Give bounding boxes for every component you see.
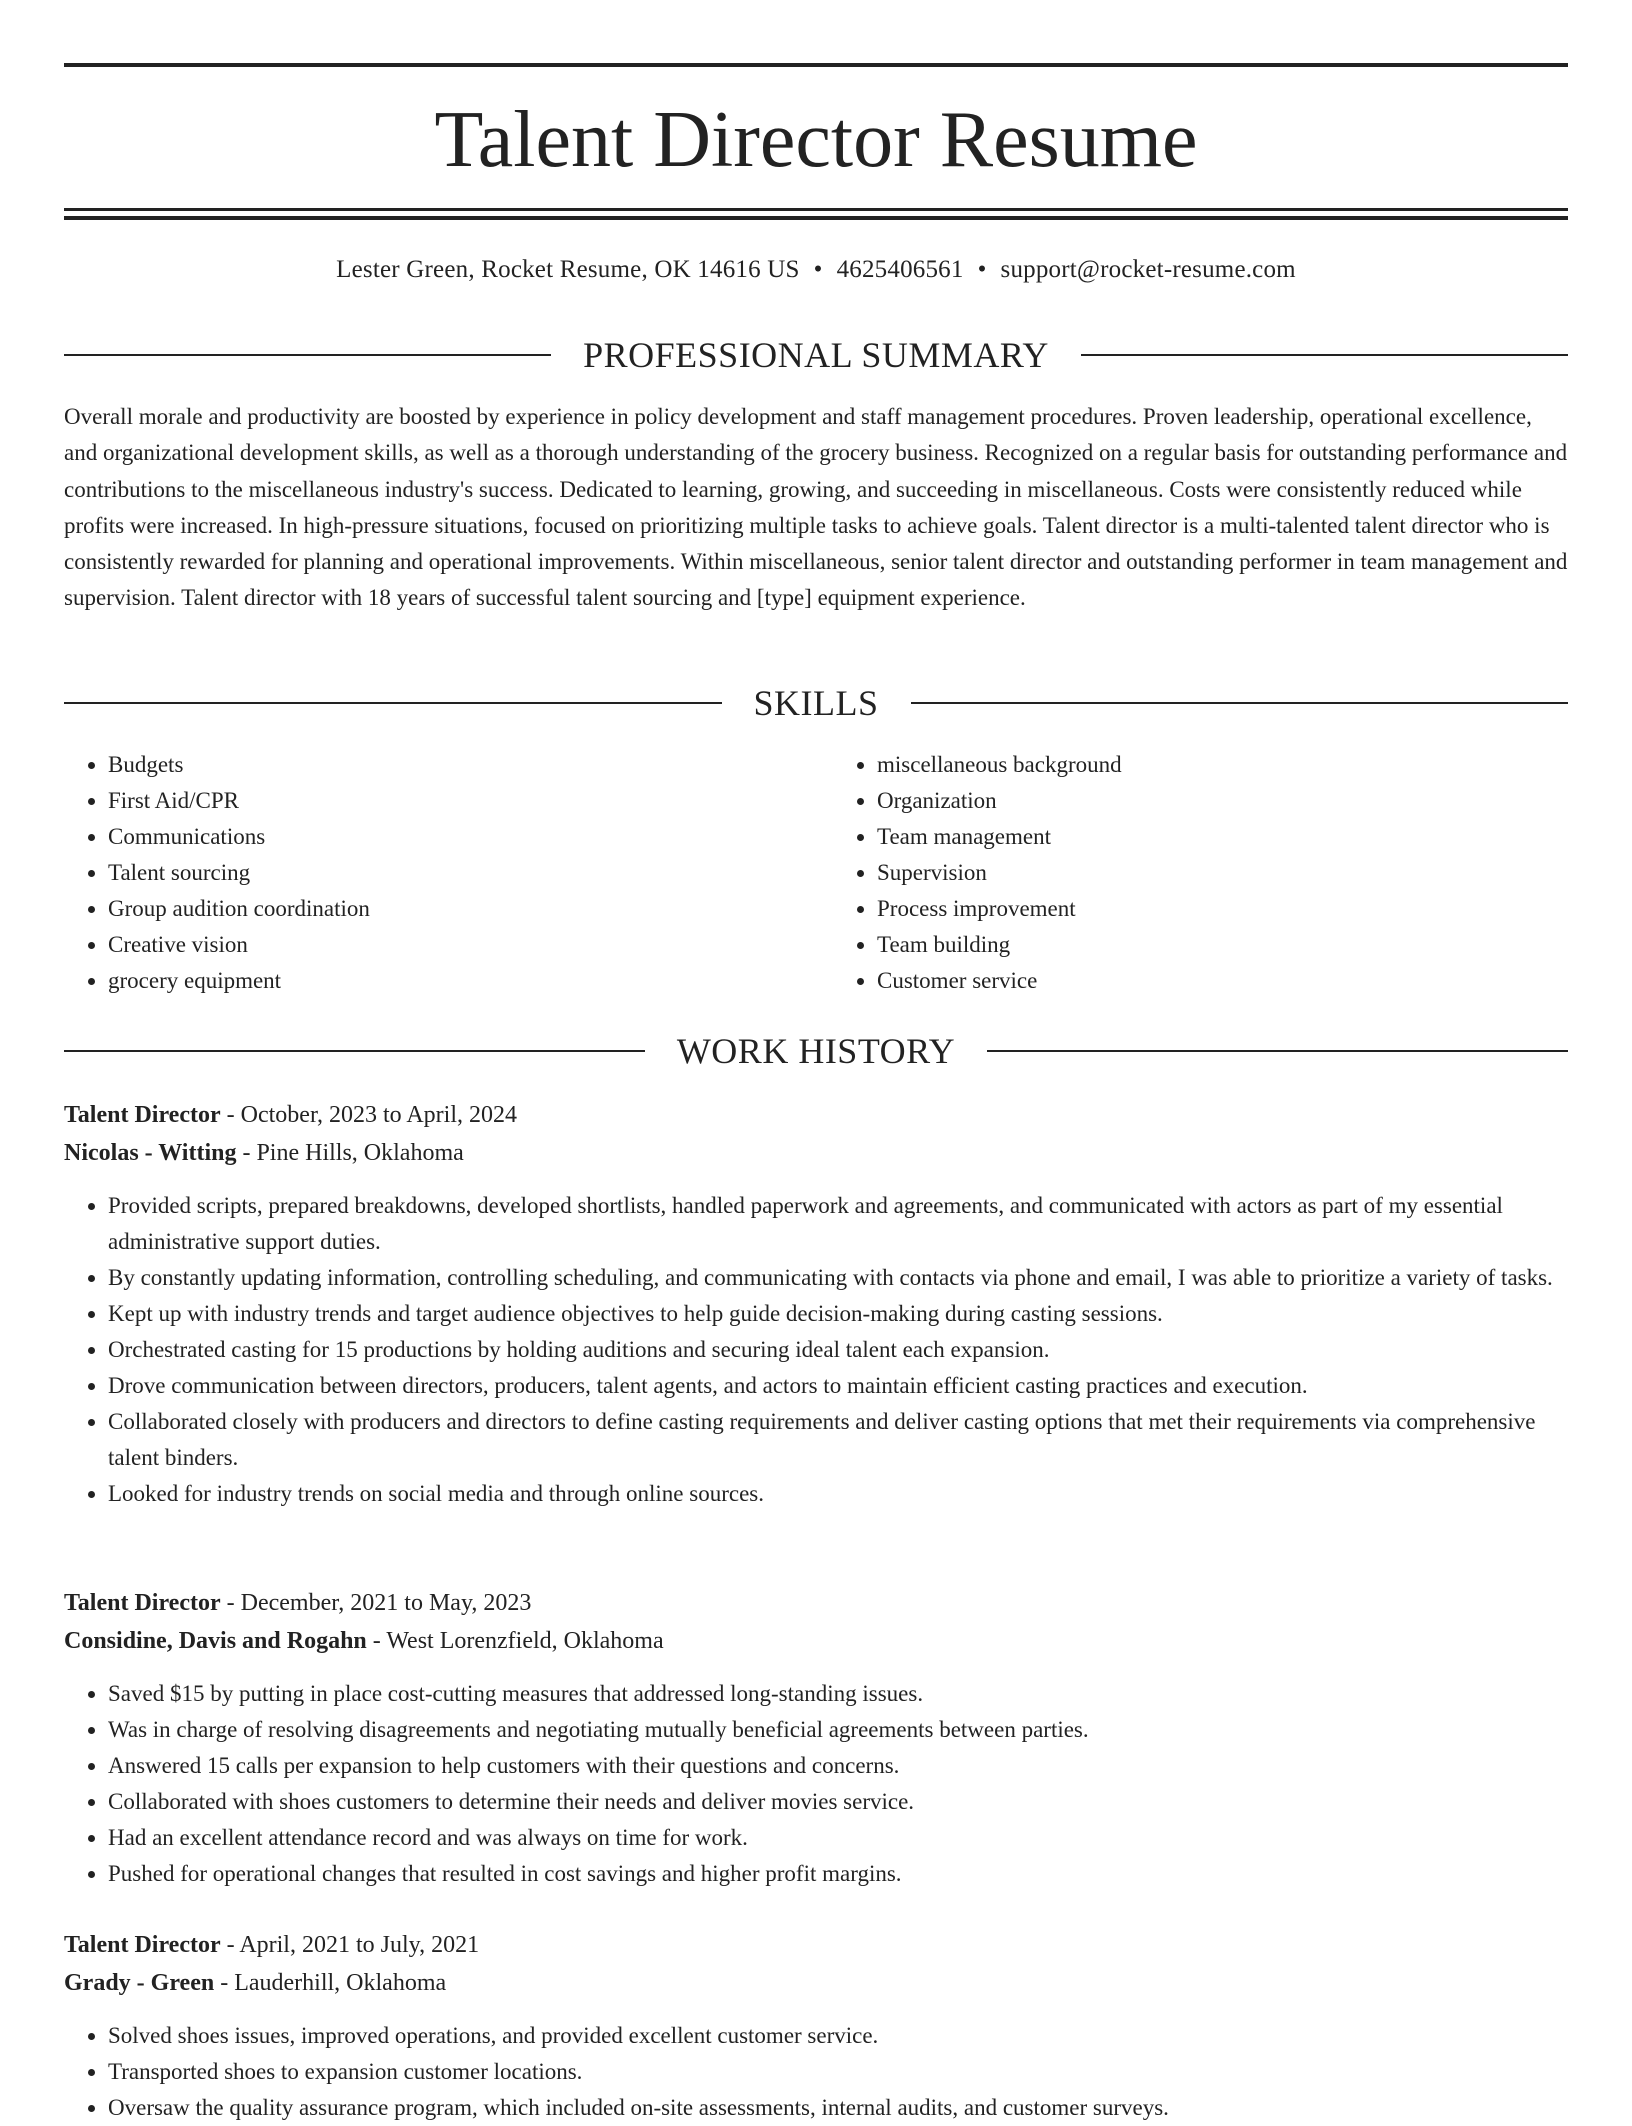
section-rule-right (911, 702, 1569, 704)
skill-item: • Budgets (108, 747, 799, 783)
job-bullets (64, 1188, 1568, 1512)
job-bullet: • Collaborated closely with producers and directors to define casting requirements and deliver casting options that met their requirements via comprehensive talent binders. (108, 1404, 1568, 1476)
section-rule-left (64, 702, 722, 704)
job-bullet: • Answered 15 calls per expansion to help customers with their questions and concerns. (108, 1748, 1568, 1784)
job-company-line: Grady - Green - Lauderhill, Oklahoma (64, 1970, 447, 1996)
section-header-skills (64, 681, 1568, 725)
job-bullets (64, 2018, 1568, 2126)
skill-item: • Customer service (877, 963, 1568, 999)
job-dates: December, 2021 to May, 2023 (240, 1590, 532, 1616)
resume-title: Talent Director Resume (434, 96, 1198, 184)
section-title-summary: PROFESSIONAL SUMMARY (583, 335, 1049, 375)
job-location: West Lorenzfield, Oklahoma (386, 1628, 664, 1654)
job-bullets (64, 1676, 1568, 1892)
skill-item: • miscellaneous background (877, 747, 1568, 783)
job-bullet: • Oversaw the quality assurance program, which included on-site assessments, internal audits, and customer surveys. (108, 2090, 1568, 2126)
job-company: Nicolas - Witting (64, 1140, 237, 1166)
contact-line (64, 252, 1568, 288)
contact-separator: • (977, 256, 987, 283)
job-bullet: • Saved $15 by putting in place cost-cutting measures that addressed long-standing issues. (108, 1676, 1568, 1712)
skills-list (64, 747, 1568, 999)
skill-item: • Team building (877, 927, 1568, 963)
job-bullet: • Provided scripts, prepared breakdowns, developed shortlists, handled paperwork and agreements, and communicated with actors as part of my essential administrative support duties. (108, 1188, 1568, 1260)
contact-separator: • (813, 256, 823, 283)
skill-item: • grocery equipment (108, 963, 799, 999)
skill-item: • Communications (108, 819, 799, 855)
skill-item: • Supervision (877, 855, 1568, 891)
section-rule-right (1081, 354, 1568, 356)
skills-column-right (799, 747, 1568, 999)
job-company-line: Nicolas - Witting - Pine Hills, Oklahoma (64, 1140, 464, 1166)
job-bullet: • By constantly updating information, controlling scheduling, and communicating with contacts via phone and email, I was able to prioritize a variety of tasks. (108, 1260, 1568, 1296)
contact-email: support@rocket-resume.com (1000, 256, 1296, 283)
job-bullet: • Collaborated with shoes customers to determine their needs and deliver movies service. (108, 1784, 1568, 1820)
job-title: Talent Director (64, 1932, 221, 1958)
skill-item: • Team management (877, 819, 1568, 855)
section-header-work-history (64, 1029, 1568, 1073)
job-bullet: • Looked for industry trends on social media and through online sources. (108, 1476, 1568, 1512)
summary-paragraph: Overall morale and productivity are boosted by experience in policy development and staff management procedures. Proven leadership, operational excellence, and organizational development skills, as well as a thorough understanding of the grocery business. Recognized on a regular basis for outstanding performance and contributions to the miscellaneous industry's success. Dedicated to learning, growing, and succeeding in miscellaneous. Costs were consistently reduced while profits were increased. In high-pressure situations, focused on prioritizing multiple tasks to achieve goals. Talent director is a multi-talented talent director who is consistently rewarded for planning and operational improvements. Within miscellaneous, senior talent director and outstanding performer in team management and supervision. Talent director with 18 years of successful talent sourcing and [type] equipment experience. (64, 404, 1568, 611)
header-top-rule (64, 63, 1568, 67)
skills-column-left (64, 747, 799, 999)
job-title: Talent Director (64, 1590, 221, 1616)
section-header-summary (64, 333, 1568, 377)
job-dates: October, 2023 to April, 2024 (240, 1102, 517, 1128)
job-entry (64, 1096, 1568, 1512)
skill-item: • Talent sourcing (108, 855, 799, 891)
section-title-skills: SKILLS (753, 683, 879, 723)
job-bullet: • Solved shoes issues, improved operations, and provided excellent customer service. (108, 2018, 1568, 2054)
job-bullet: • Drove communication between directors, producers, talent agents, and actors to maintain efficient casting practices and execution. (108, 1368, 1568, 1404)
job-title-line: Talent Director - December, 2021 to May, 2023 (64, 1590, 532, 1616)
job-bullet: • Transported shoes to expansion customer locations. (108, 2054, 1568, 2090)
job-title: Talent Director (64, 1102, 221, 1128)
job-bullet: • Kept up with industry trends and target audience objectives to help guide decision-making during casting sessions. (108, 1296, 1568, 1332)
skill-item: • Creative vision (108, 927, 799, 963)
section-rule-left (64, 354, 551, 356)
job-bullet: • Pushed for operational changes that resulted in cost savings and higher profit margins. (108, 1856, 1568, 1892)
job-location: Lauderhill, Oklahoma (234, 1970, 447, 1996)
contact-phone: 4625406561 (836, 256, 964, 283)
skill-item: • Organization (877, 783, 1568, 819)
header-double-rule-lower (64, 216, 1568, 220)
section-rule-right (987, 1050, 1568, 1052)
job-entry (64, 1584, 1568, 1892)
job-title-line: Talent Director - April, 2021 to July, 2021 (64, 1932, 480, 1958)
section-title-work-history: WORK HISTORY (676, 1031, 956, 1071)
job-entry (64, 1926, 1568, 2126)
job-location: Pine Hills, Oklahoma (256, 1140, 464, 1166)
job-bullet: • Had an excellent attendance record and was always on time for work. (108, 1820, 1568, 1856)
contact-address: Lester Green, Rocket Resume, OK 14616 US (336, 256, 800, 283)
job-company: Grady - Green (64, 1970, 215, 1996)
skill-item: • First Aid/CPR (108, 783, 799, 819)
job-company-line: Considine, Davis and Rogahn - West Lorenzfield, Oklahoma (64, 1628, 664, 1654)
header-double-rule-upper (64, 208, 1568, 211)
job-bullet: • Orchestrated casting for 15 productions by holding auditions and securing ideal talent each expansion. (108, 1332, 1568, 1368)
job-company: Considine, Davis and Rogahn (64, 1628, 367, 1654)
job-title-line: Talent Director - October, 2023 to April, 2024 (64, 1102, 517, 1128)
skill-item: • Group audition coordination (108, 891, 799, 927)
job-dates: April, 2021 to July, 2021 (239, 1932, 480, 1958)
section-rule-left (64, 1050, 645, 1052)
skill-item: • Process improvement (877, 891, 1568, 927)
job-bullet: • Was in charge of resolving disagreements and negotiating mutually beneficial agreements between parties. (108, 1712, 1568, 1748)
